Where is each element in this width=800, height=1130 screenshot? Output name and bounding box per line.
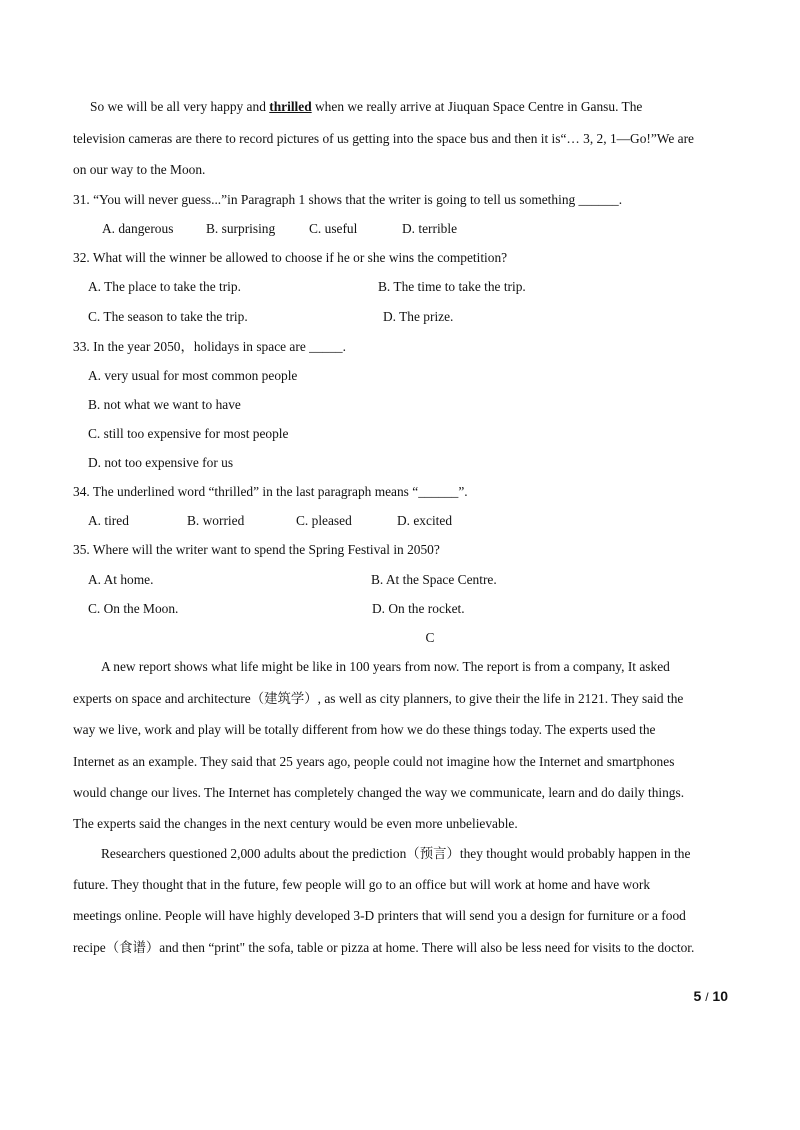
question-stem: 31. “You will never guess...”in Paragraph 1 shows that the writer is going to tell us something ______. (73, 192, 623, 207)
option: D. excited (397, 513, 453, 528)
option: A. very usual for most common people (88, 368, 298, 383)
option: C. The season to take the trip. (88, 309, 248, 324)
option: B. not what we want to have (88, 397, 241, 412)
option: C. still too expensive for most people (88, 426, 289, 441)
option: C. pleased (296, 513, 352, 528)
option: C. useful (309, 221, 358, 236)
page-total: 10 (712, 988, 728, 1004)
option: D. terrible (402, 221, 458, 236)
option: B. The time to take the trip. (378, 279, 526, 294)
option: A. At home. (88, 572, 154, 587)
option: A. dangerous (102, 221, 174, 236)
option: C. On the Moon. (88, 601, 179, 616)
paragraph-line: way we live, work and play will be totally different from how we do these things today. The experts used the (73, 722, 656, 737)
text: So we will be all very happy and (90, 99, 270, 114)
section-heading: C (425, 630, 435, 645)
option: D. On the rocket. (372, 601, 465, 616)
passage-line (90, 98, 642, 116)
paragraph-line: meetings online. People will have highly developed 3-D printers that will send you a design for furniture or a food (73, 908, 686, 923)
paragraph-line: A new report shows what life might be like in 100 years from now. The report is from a company, It asked (101, 659, 670, 674)
option: D. The prize. (383, 309, 454, 324)
option: B. At the Space Centre. (371, 572, 497, 587)
page-separator: / (705, 990, 709, 1004)
paragraph-line: would change our lives. The Internet has completely changed the way we communicate, learn and do daily things. (73, 785, 685, 800)
paragraph-line: Researchers questioned 2,000 adults about the prediction（预言）they thought would probably happen in the (101, 846, 691, 861)
option: B. surprising (206, 221, 276, 236)
option: B. worried (187, 513, 245, 528)
option: A. tired (88, 513, 129, 528)
passage-line: on our way to the Moon. (73, 162, 206, 177)
underlined-word: thrilled (269, 99, 312, 114)
passage-line: television cameras are there to record pictures of us getting into the space bus and then it is“… 3, 2, 1—Go!”We are (73, 131, 695, 146)
paragraph-line: recipe（食谱）and then “print" the sofa, table or pizza at home. There will also be less need for visits to the doctor. (73, 940, 695, 955)
paragraph-line: future. They thought that in the future, few people will go to an office but will work at home and have work (73, 877, 651, 892)
question-stem: 32. What will the winner be allowed to choose if he or she wins the competition? (73, 250, 508, 265)
question-stem: 35. Where will the writer want to spend the Spring Festival in 2050? (73, 542, 440, 557)
page-number (694, 988, 729, 1004)
text: when we really arrive at Jiuquan Space Centre in Gansu. The (311, 99, 643, 114)
paragraph-line: experts on space and architecture（建筑学）, as well as city planners, to give their the life in 2121. They said the (73, 691, 684, 706)
question-stem: 34. The underlined word “thrilled” in the last paragraph means “______”. (73, 484, 468, 499)
question-stem: 33. In the year 2050，holidays in space are _____. (73, 339, 346, 354)
page-current: 5 (693, 988, 702, 1004)
paragraph-line: Internet as an example. They said that 25 years ago, people could not imagine how the Internet and smartphones (73, 754, 675, 769)
option: A. The place to take the trip. (88, 279, 241, 294)
paragraph-line: The experts said the changes in the next century would be even more unbelievable. (73, 816, 518, 831)
option: D. not too expensive for us (88, 455, 234, 470)
